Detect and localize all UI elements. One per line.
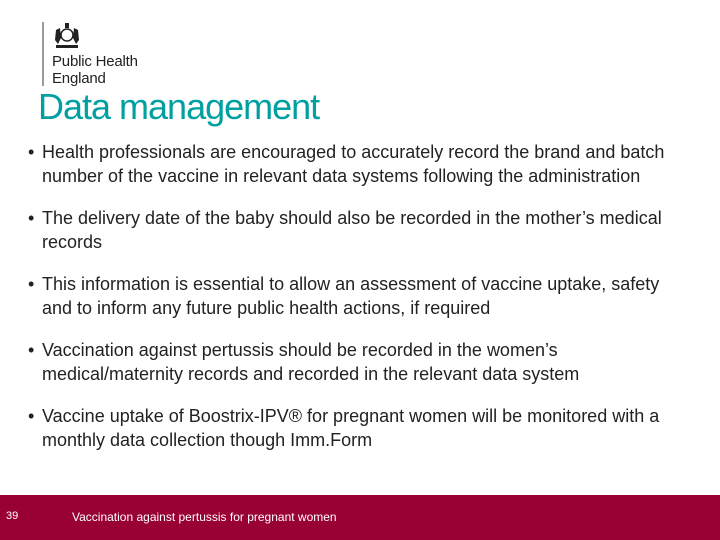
bullet-item bbox=[28, 272, 692, 320]
logo-line-2: England bbox=[52, 70, 106, 87]
bullet-text: Vaccine uptake of Boostrix-IPV® for pregnant women will be monitored with a monthly data collection though Imm.Form bbox=[42, 406, 660, 450]
bullet-dot-icon: • bbox=[28, 208, 35, 228]
logo-line-1: Public Health bbox=[52, 53, 138, 70]
bullet-item bbox=[28, 206, 692, 254]
bullet-list bbox=[28, 140, 692, 470]
bullet-text: The delivery date of the baby should also be recorded in the mother’s medical records bbox=[42, 208, 662, 252]
royal-crest-icon bbox=[52, 22, 82, 50]
bullet-item bbox=[28, 404, 692, 452]
bullet-text: Vaccination against pertussis should be recorded in the women’s medical/maternity records and recorded in the relevant data system bbox=[42, 340, 580, 384]
slide-title: Data management bbox=[38, 86, 320, 127]
footer-text: Vaccination against pertussis for pregnant women bbox=[72, 510, 337, 524]
bullet-dot-icon: • bbox=[28, 406, 35, 426]
bullet-dot-icon: • bbox=[28, 340, 35, 360]
bullet-text: This information is essential to allow an assessment of vaccine uptake, safety and to inform any future public health actions, if required bbox=[42, 274, 660, 318]
bullet-item bbox=[28, 338, 692, 386]
footer-bar bbox=[0, 495, 720, 540]
phe-logo bbox=[42, 22, 138, 87]
bullet-text: Health professionals are encouraged to accurately record the brand and batch number of the vaccine in relevant data systems following the administration bbox=[42, 142, 665, 186]
bullet-item bbox=[28, 140, 692, 188]
bullet-dot-icon: • bbox=[28, 142, 35, 162]
page-number: 39 bbox=[6, 510, 19, 522]
bullet-dot-icon: • bbox=[28, 274, 35, 294]
